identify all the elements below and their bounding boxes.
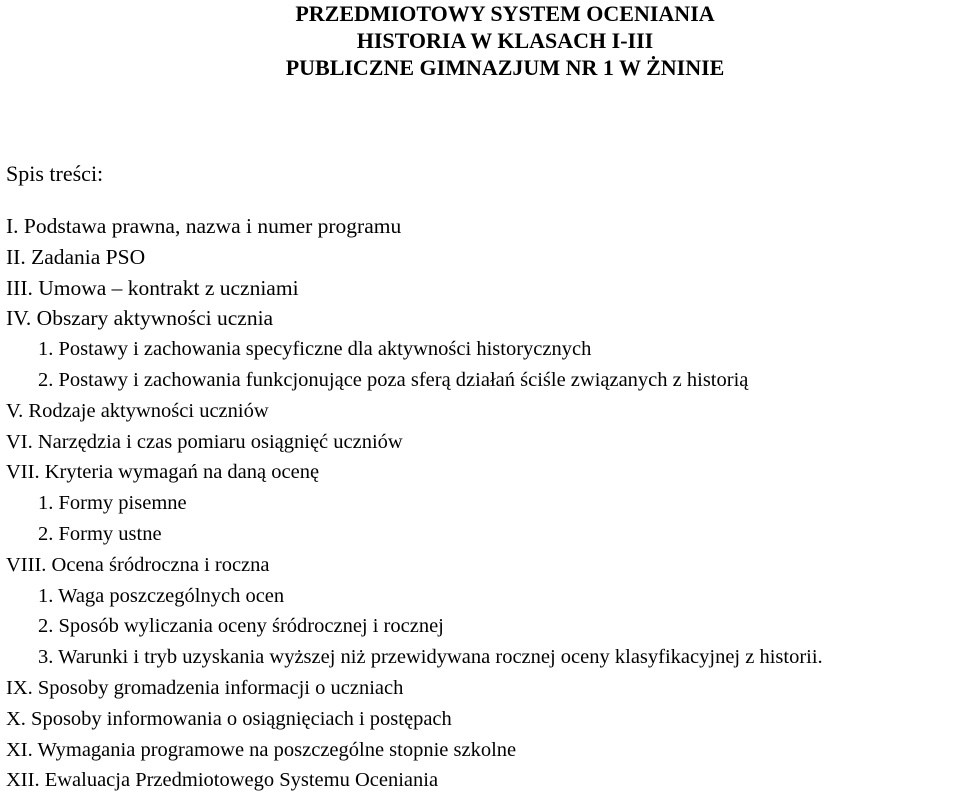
toc-item: III. Umowa – kontrakt z uczniami — [6, 275, 299, 300]
toc-item: V. Rodzaje aktywności uczniów — [6, 399, 269, 422]
toc-subitem: 2. Formy ustne — [38, 522, 162, 545]
toc-subitem: 3. Warunki i tryb uzyskania wyższej niż przewidywana rocznej oceny klasyfikacyjnej z historii. — [38, 646, 823, 669]
document-title — [0, 0, 960, 81]
toc-item: XII. Ewaluacja Przedmiotowego Systemu Oceniania — [6, 769, 439, 792]
toc-subitem: 1. Formy pisemne — [38, 492, 187, 515]
toc-item: II. Zadania PSO — [6, 244, 146, 269]
toc-item: VI. Narzędzia i czas pomiaru osiągnięć uczniów — [6, 430, 403, 453]
title-line-1: PRZEDMIOTOWY SYSTEM OCENIANIA — [295, 1, 715, 26]
toc-subitem: 2. Sposób wyliczania oceny śródrocznej i rocznej — [38, 615, 444, 638]
toc-item: VIII. Ocena śródroczna i roczna — [6, 553, 270, 576]
toc-item: IV. Obszary aktywności ucznia — [6, 306, 274, 331]
toc-item: IX. Sposoby gromadzenia informacji o uczniach — [6, 676, 404, 699]
toc-item: XI. Wymagania programowe na poszczególne stopnie szkolne — [6, 738, 517, 761]
title-line-3: PUBLICZNE GIMNAZJUM NR 1 W ŻNINIE — [285, 55, 725, 80]
toc-heading: Spis treści: — [6, 161, 104, 186]
toc-item: VII. Kryteria wymagań na daną ocenę — [6, 461, 320, 484]
toc-subitem: 1. Postawy i zachowania specyficzne dla aktywności historycznych — [38, 338, 592, 361]
toc-subitem: 2. Postawy i zachowania funkcjonujące poza sferą działań ściśle związanych z historią — [38, 368, 749, 391]
title-line-2: HISTORIA W KLASACH I-III — [356, 28, 654, 53]
table-of-contents — [6, 211, 960, 796]
toc-subitem: 1. Waga poszczególnych ocen — [38, 584, 285, 607]
toc-item: I. Podstawa prawna, nazwa i numer programu — [6, 214, 402, 238]
toc-item: X. Sposoby informowania o osiągnięciach i postępach — [6, 707, 452, 730]
